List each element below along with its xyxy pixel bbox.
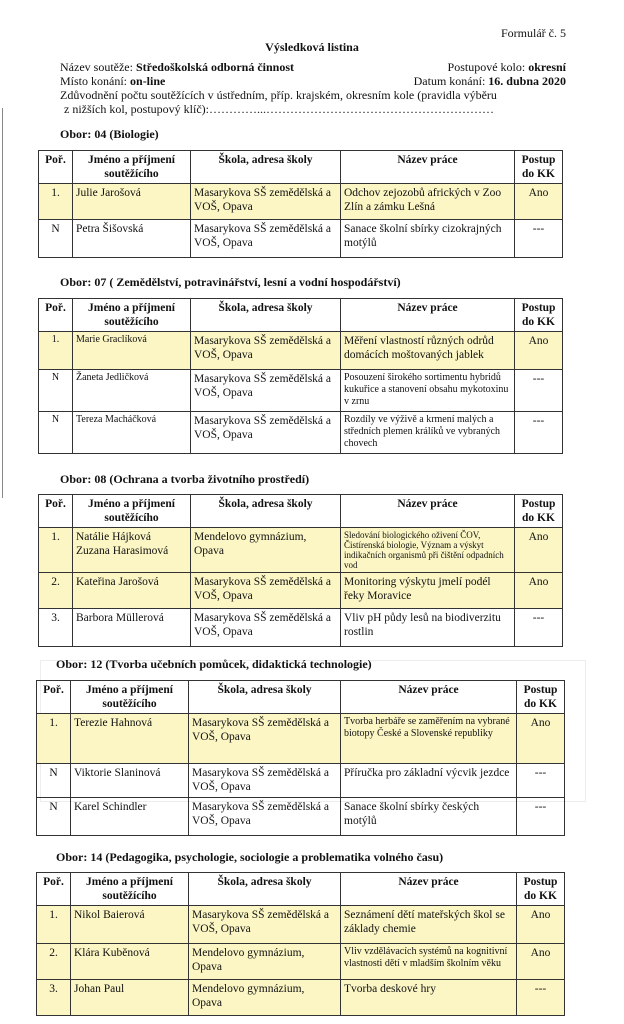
table-row: 1. Julie Jarošová Masarykova SŠ zemědělská a VOŠ, Opava Odchov zejozobů afrických v Zoo Zlín a zámku Lešná Ano: [39, 184, 563, 220]
col-name: Jméno a příjmení soutěžícího: [73, 151, 191, 184]
col-school: Škola, adresa školy: [189, 873, 341, 906]
col-advance: Postup do KK: [515, 299, 563, 332]
col-advance: Postup do KK: [517, 681, 565, 714]
col-work: Název práce: [341, 873, 517, 906]
col-name: Jméno a příjmení soutěžícího: [71, 873, 189, 906]
col-school: Škola, adresa školy: [189, 681, 341, 714]
section-title-12: Obor: 12 (Tvorba učebních pomůcek, didaktická technologie): [56, 657, 372, 671]
col-work: Název práce: [341, 495, 515, 528]
meta-row-competition: Název soutěže: Středoškolská odborná činnost Postupové kolo: okresní: [60, 60, 566, 74]
competition-name: Středoškolská odborná činnost: [135, 60, 295, 74]
date-value: 16. dubna 2020: [488, 74, 566, 88]
col-order: Poř.: [39, 151, 73, 184]
table-row: 3. Johan Paul Mendelovo gymnázium, Opava Tvorba deskové hry ---: [37, 980, 565, 1016]
col-name: Jméno a příjmení soutěžícího: [73, 495, 191, 528]
results-table-14: [36, 872, 565, 1016]
col-order: Poř.: [37, 681, 71, 714]
col-name: Jméno a příjmení soutěžícího: [71, 681, 189, 714]
col-order: Poř.: [39, 495, 73, 528]
section-title-04: Obor: 04 (Biologie): [60, 127, 159, 141]
table-row: 2. Klára Kuběnová Mendelovo gymnázium, Opava Vliv vzdělávacích systémů na kognitivní vlastnosti dětí v mladším školním věku Ano: [37, 944, 565, 980]
table-row: 3. Barbora Müllerová Masarykova SŠ zemědělská a VOŠ, Opava Vliv pH půdy lesů na biodiverzitu rostlin ---: [39, 609, 563, 647]
col-work: Název práce: [341, 151, 515, 184]
reason-line-1: Zdůvodnění počtu soutěžících v ústředním, příp. krajském, okresním kole (pravidla výběru: [60, 88, 497, 102]
section-title-07: Obor: 07 ( Zemědělství, potravinářství, lesní a vodní hospodářství): [60, 275, 401, 289]
results-table-12: [36, 680, 565, 836]
table-row: N Petra Šišovská Masarykova SŠ zemědělská a VOŠ, Opava Sanace školní sbírky cizokrajných motýlů ---: [39, 220, 563, 258]
form-number: Formulář č. 5: [501, 26, 566, 40]
round-value: okresní: [528, 60, 566, 74]
page-edge-line: [2, 108, 3, 498]
results-table-08: [38, 494, 563, 647]
page-title: Výsledková listina: [265, 40, 359, 54]
col-school: Škola, adresa školy: [191, 299, 341, 332]
table-row: N Karel Schindler Masarykova SŠ zemědělská a VOŠ, Opava Sanace školní sbírky českých motýlů ---: [37, 798, 565, 836]
col-name: Jméno a příjmení soutěžícího: [73, 299, 191, 332]
col-advance: Postup do KK: [517, 873, 565, 906]
table-row: 1. Nikol Baierová Masarykova SŠ zemědělská a VOŠ, Opava Seznámení dětí mateřských škol se základy chemie Ano: [37, 906, 565, 944]
reason-line-2: z nižších kol, postupový klíč):…………...…………………………………………………: [64, 102, 494, 116]
meta-row-place: Místo konání: on-line Datum konání: 16. dubna 2020: [60, 74, 566, 88]
col-school: Škola, adresa školy: [191, 151, 341, 184]
col-advance: Postup do KK: [515, 151, 563, 184]
table-row: N Tereza Macháčková Masarykova SŠ zemědělská a VOŠ, Opava Rozdíly ve výživě a krmení malých a středních plemen králíků ve vybraných chovech ---: [39, 412, 563, 454]
table-row: N Žaneta Jedličková Masarykova SŠ zemědělská a VOŠ, Opava Posouzení širokého sortimentu hybridů kukuřice a stanovení obsahu mykotoxinu v zrnu ---: [39, 370, 563, 412]
col-order: Poř.: [39, 299, 73, 332]
section-title-08: Obor: 08 (Ochrana a tvorba životního prostředí): [60, 472, 310, 486]
col-school: Škola, adresa školy: [191, 495, 341, 528]
col-work: Název práce: [341, 299, 515, 332]
col-work: Název práce: [341, 681, 517, 714]
col-advance: Postup do KK: [515, 495, 563, 528]
results-table-04: [38, 150, 563, 258]
section-title-14: Obor: 14 (Pedagogika, psychologie, sociologie a problematika volného času): [56, 850, 444, 864]
table-row: 1. Marie Graclíková Masarykova SŠ zemědělská a VOŠ, Opava Měření vlastností různých odrůd domácích moštovaných jablek Ano: [39, 332, 563, 370]
table-row: 2. Kateřina Jarošová Masarykova SŠ zemědělská a VOŠ, Opava Monitoring výskytu jmelí podél řeky Moravice Ano: [39, 573, 563, 609]
table-row: N Viktorie Slaninová Masarykova SŠ zemědělská a VOŠ, Opava Příručka pro základní výcvik jezdce ---: [37, 764, 565, 798]
col-order: Poř.: [37, 873, 71, 906]
place-value: on-line: [130, 74, 166, 88]
results-table-07: [38, 298, 563, 454]
table-row: 1. Terezie Hahnová Masarykova SŠ zemědělská a VOŠ, Opava Tvorba herbáře se zaměřením na vybrané biotopy České a Slovenské republiky Ano: [37, 714, 565, 764]
table-row: 1. Natálie Hájková Zuzana Harasimová Mendelovo gymnázium, Opava Sledování biologického oživení ČOV, Čistírenská biologie, Význam a výskyt indikačních organismů při čištění odpadních vod Ano: [39, 528, 563, 573]
